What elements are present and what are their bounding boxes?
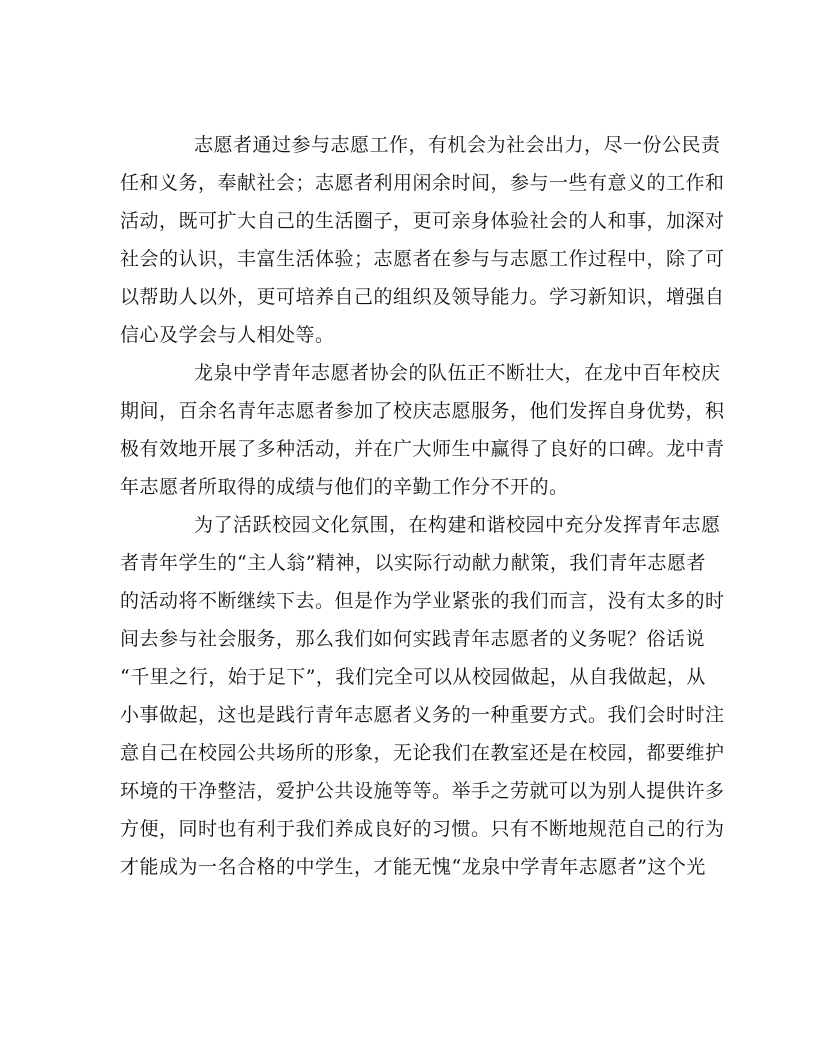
- paragraph-3-line-1: 为了活跃校园文化氛围，在构建和谐校园中充分发挥青年志愿: [194, 514, 721, 536]
- paragraph-3-line-4: 间去参与社会服务，那么我们如何实践青年志愿者的义务呢？俗话说: [120, 628, 706, 650]
- paragraph-3-line-7: 意自己在校园公共场所的形象，无论我们在教室还是在校园，都要维护: [120, 742, 725, 764]
- paragraph-3-line-8: 环境的干净整洁，爱护公共设施等等。举手之劳就可以为别人提供许多: [120, 780, 725, 802]
- paragraph-3-line-2: 者青年学生的“主人翁”精神，以实际行动献力献策，我们青年志愿者: [120, 552, 706, 574]
- paragraph-1-line-2: 任和义务，奉献社会；志愿者利用闲余时间，参与一些有意义的工作和: [120, 172, 725, 194]
- paragraph-1-line-4: 社会的认识，丰富生活体验；志愿者在参与与志愿工作过程中，除了可: [120, 248, 725, 270]
- paragraph-1-line-3: 活动，既可扩大自己的生活圈子，更可亲身体验社会的人和事，加深对: [120, 210, 725, 232]
- paragraph-3-line-6: 小事做起，这也是践行青年志愿者义务的一种重要方式。我们会时时注: [120, 704, 725, 726]
- paragraph-2-line-2: 期间，百余名青年志愿者参加了校庆志愿服务，他们发挥自身优势，积: [120, 400, 725, 422]
- paragraph-3-line-3: 的活动将不断继续下去。但是作为学业紧张的我们而言，没有太多的时: [120, 590, 725, 612]
- paragraph-2-line-4: 年志愿者所取得的成绩与他们的辛勤工作分不开的。: [120, 476, 569, 498]
- paragraph-1-line-1: 志愿者通过参与志愿工作，有机会为社会出力，尽一份公民责: [194, 134, 721, 156]
- paragraph-1-line-5: 以帮助人以外，更可培养自己的组织及领导能力。学习新知识，增强自: [120, 286, 725, 308]
- paragraph-3-line-5: “千里之行，始于足下”，我们完全可以从校园做起，从自我做起，从: [120, 666, 706, 688]
- paragraph-2-line-1: 龙泉中学青年志愿者协会的队伍正不断壮大，在龙中百年校庆: [194, 362, 721, 384]
- paragraph-3-line-9: 方便，同时也有利于我们养成良好的习惯。只有不断地规范自己的行为: [120, 818, 725, 840]
- paragraph-2-line-3: 极有效地开展了多种活动，并在广大师生中赢得了良好的口碑。龙中青: [120, 438, 725, 460]
- paragraph-1-line-6: 信心及学会与人相处等。: [120, 324, 335, 346]
- paragraph-3-line-10: 才能成为一名合格的中学生，才能无愧“龙泉中学青年志愿者”这个光: [120, 856, 706, 878]
